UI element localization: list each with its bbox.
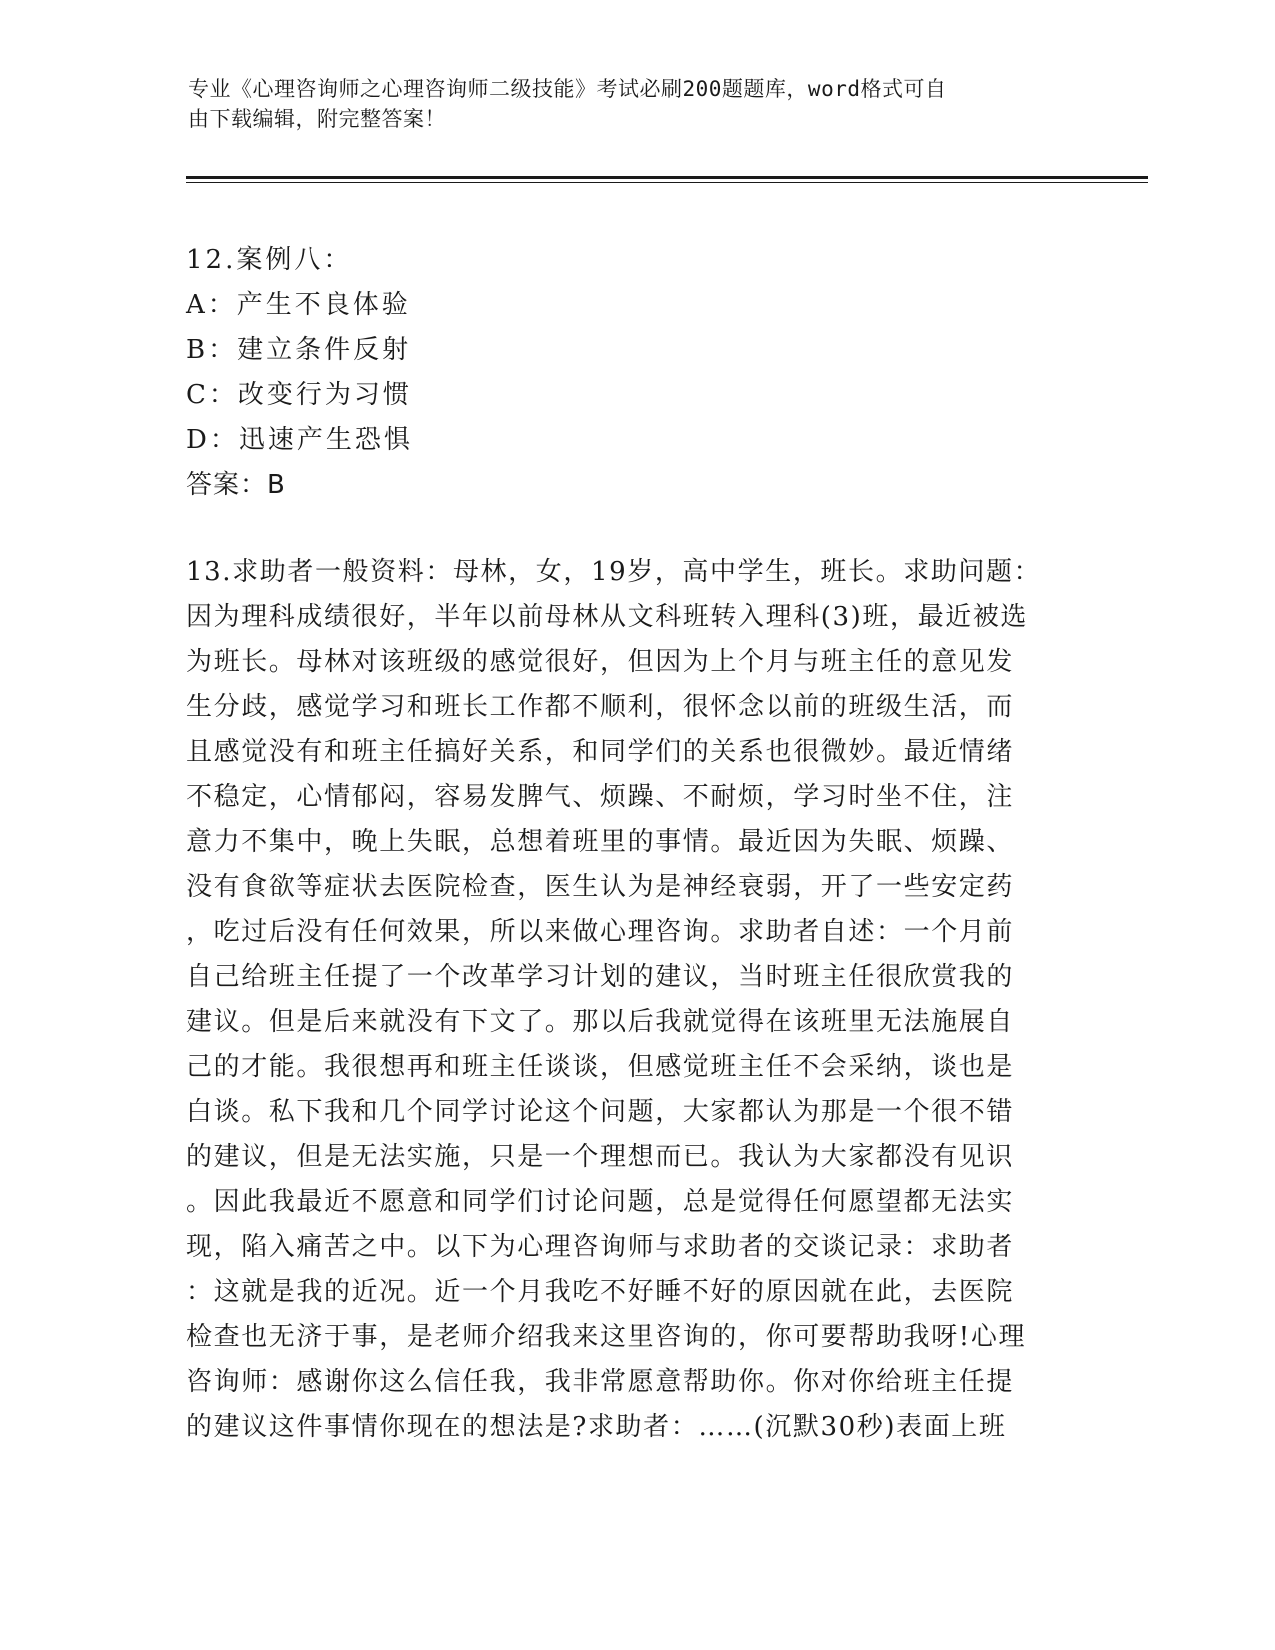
header-divider-thick	[186, 176, 1148, 179]
paragraph-line: 不稳定，心情郁闷，容易发脾气、烦躁、不耐烦，学习时坐不住，注	[186, 782, 1015, 812]
paragraph-line: 。因此我最近不愿意和同学们讨论问题，总是觉得任何愿望都无法实	[186, 1187, 1015, 1217]
paragraph-line: 咨询师：感谢你这么信任我，我非常愿意帮助你。你对你给班主任提	[186, 1367, 1015, 1397]
paragraph-line: 没有食欲等症状去医院检查，医生认为是神经衰弱，开了一些安定药	[186, 872, 1015, 902]
paragraph-line: ：这就是我的近况。近一个月我吃不好睡不好的原因就在此，去医院	[186, 1277, 1015, 1307]
option-d: D：迅速产生恐惧	[186, 425, 413, 455]
paragraph-line: 自己给班主任提了一个改革学习计划的建议，当时班主任很欣赏我的	[186, 962, 1015, 992]
paragraph-line: 为班长。母林对该班级的感觉很好，但因为上个月与班主任的意见发	[186, 647, 1015, 677]
header-line-1: 专业《心理咨询师之心理咨询师二级技能》考试必刷200题题库，word格式可自	[188, 77, 947, 101]
option-c: C：改变行为习惯	[186, 380, 412, 410]
header-divider-thin	[186, 182, 1148, 183]
question-title: 12.案例八：	[186, 245, 353, 275]
paragraph-line: 的建议这件事情你现在的想法是?求助者：……(沉默30秒)表面上班	[186, 1412, 1007, 1442]
paragraph-line: ，吃过后没有任何效果，所以来做心理咨询。求助者自述：一个月前	[186, 917, 1015, 947]
paragraph-line: 现，陷入痛苦之中。以下为心理咨询师与求助者的交谈记录：求助者	[186, 1232, 1015, 1262]
paragraph-line: 13.求助者一般资料：母林，女，19岁，高中学生，班长。求助问题：	[186, 557, 1042, 587]
paragraph-line: 白谈。私下我和几个同学讨论这个问题，大家都认为那是一个很不错	[186, 1097, 1015, 1127]
option-a: A：产生不良体验	[186, 290, 411, 320]
paragraph-line: 意力不集中，晚上失眠，总想着班里的事情。最近因为失眠、烦躁、	[186, 827, 1015, 857]
paragraph-line: 生分歧，感觉学习和班长工作都不顺利，很怀念以前的班级生活，而	[186, 692, 1015, 722]
paragraph-line: 己的才能。我很想再和班主任谈谈，但感觉班主任不会采纳，谈也是	[186, 1052, 1015, 1082]
question-13	[186, 550, 1066, 1450]
paragraph-line: 且感觉没有和班主任搞好关系，和同学们的关系也很微妙。最近情绪	[186, 737, 1015, 767]
paragraph-line: 因为理科成绩很好，半年以前母林从文科班转入理科(3)班，最近被选	[186, 602, 1029, 632]
paragraph-line: 的建议，但是无法实施，只是一个理想而已。我认为大家都没有见识	[186, 1142, 1015, 1172]
header-line-2: 由下载编辑，附完整答案！	[188, 107, 446, 131]
document-header	[188, 74, 1068, 134]
question-12	[186, 238, 413, 508]
paragraph-line: 建议。但是后来就没有下文了。那以后我就觉得在该班里无法施展自	[186, 1007, 1015, 1037]
answer-line: 答案：B	[186, 470, 286, 500]
paragraph-line: 检查也无济于事，是老师介绍我来这里咨询的，你可要帮助我呀!心理	[186, 1322, 1027, 1352]
option-b: B：建立条件反射	[186, 335, 412, 365]
